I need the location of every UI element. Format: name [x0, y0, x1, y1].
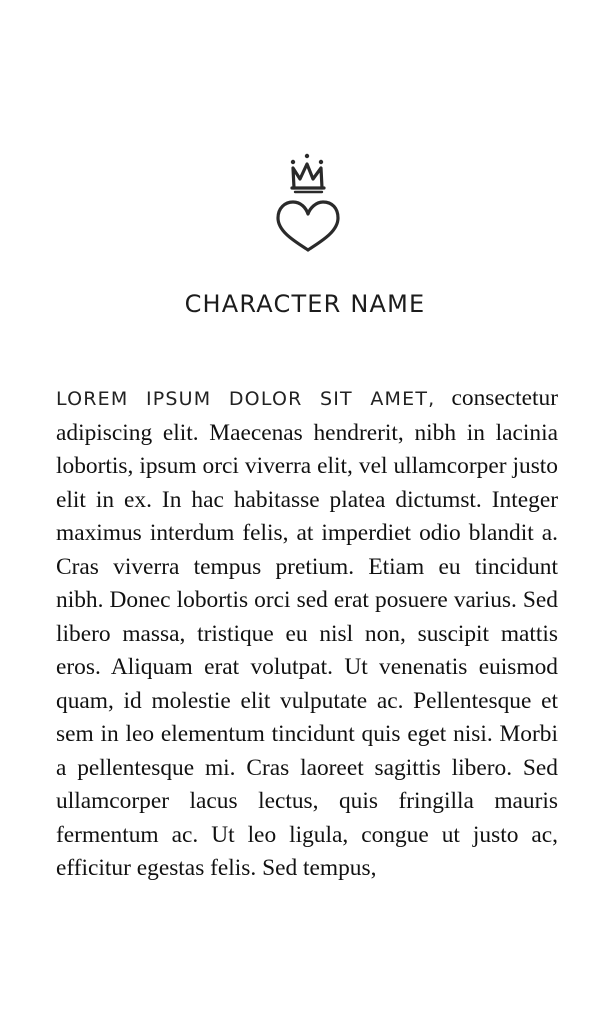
body-text: consectetur adipiscing elit. Maecenas hendrerit, nibh in lacinia lobortis, ipsum orci viverra elit, vel ullamcorper justo elit in ex. In hac habitasse platea dictumst. Integer maximus interdum felis, at imperdiet odio blandit a. Cras viverra tempus pretium. Etiam eu tincidunt nibh. Donec lobortis orci sed erat posuere varius. Sed libero massa, tristique eu nisl non, suscipit mattis eros. Aliquam erat volutpat. Ut venenatis euismod quam, id molestie elit vulputate ac. Pellentesque et sem in leo elementum tincidunt quis eget nisi. Morbi a pellentesque mi. Cras laoreet sagittis libero. Sed ullamcorper lacus lectus, quis fringilla mauris fermentum ac. Ut leo ligula, congue ut justo ac, efficitur egestas felis. Sed tempus,	[56, 385, 559, 881]
character-name-heading: CHARACTER NAME	[184, 290, 426, 318]
crowned-heart-icon	[270, 150, 346, 256]
chapter-body-paragraph	[56, 382, 558, 886]
small-caps-lead-in: LOREM IPSUM DOLOR SIT AMET,	[56, 388, 436, 410]
